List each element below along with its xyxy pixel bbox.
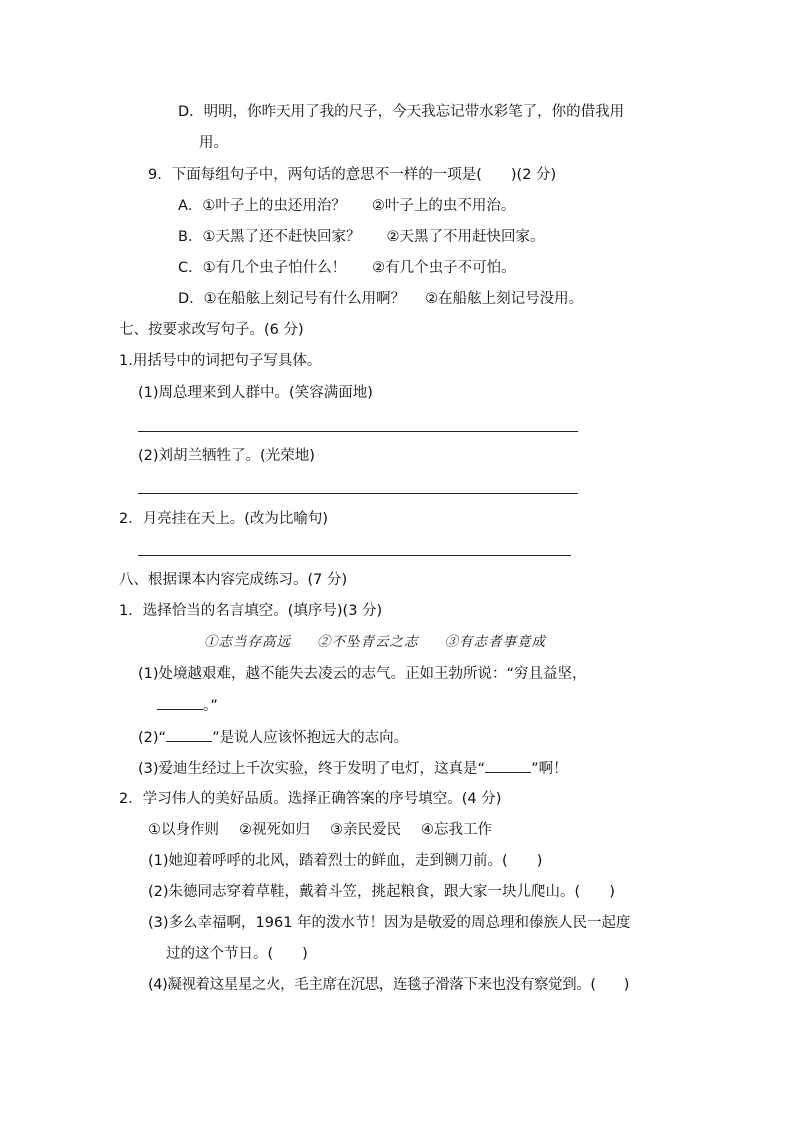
fill-blank[interactable] <box>157 695 203 710</box>
q9-option-c-first: C．①有几个虫子怕什么！ <box>178 260 347 276</box>
s7-q2: 2．月亮挂在天上。(改为比喻句) <box>119 511 329 527</box>
answer-line[interactable] <box>138 555 571 556</box>
choice-2: ②视死如归 <box>239 822 310 838</box>
q8-option-d-line2: 用。 <box>199 135 228 151</box>
s7-q1-1: (1)周总理来到人群中。(笑容满面地) <box>138 385 373 401</box>
s8-q1-3-tail: ”啊！ <box>531 761 568 777</box>
q9-option-c-second: ②有几个虫子不可怕。 <box>372 260 516 276</box>
answer-line[interactable] <box>138 493 578 494</box>
choice-4: ④忘我工作 <box>421 822 492 838</box>
q9-stem: 9．下面每组句子中，两句话的意思不一样的一项是( )(2 分) <box>148 167 557 183</box>
s8-q2-1: (1)她迎着呼呼的北风，踏着烈士的鲜血，走到铡刀前。( ) <box>148 853 543 869</box>
q9-option-a <box>178 197 515 215</box>
q9-option-d <box>178 290 583 308</box>
choice-list <box>148 821 492 839</box>
s8-q1-2 <box>138 727 408 747</box>
s8-q2-3-line1: (3)多么幸福啊，1961 年的泼水节！因为是敬爱的周总理和傣族人民一起度 <box>148 915 631 931</box>
q9-option-b-first: B．①天黑了还不赶快回家？ <box>178 229 361 245</box>
s8-q1-1-tail: 。” <box>203 698 218 714</box>
q9-option-a-first: A．①叶子上的虫还用治？ <box>178 198 346 214</box>
answer-line[interactable] <box>138 431 578 432</box>
q9-option-d-second: ②在船舷上刻记号没用。 <box>425 291 584 307</box>
s7-q1-prompt: 1.用括号中的词把句子写具体。 <box>119 353 322 369</box>
motto-2: ②不坠青云之志 <box>317 634 419 650</box>
fill-blank[interactable] <box>485 758 531 773</box>
s8-q1-3 <box>138 758 568 778</box>
s8-q1-2-head: (2)“ <box>138 730 167 746</box>
motto-1: ①志当存高远 <box>204 634 291 650</box>
s8-q2-prompt: 2．学习伟人的美好品质。选择正确答案的序号填空。(4 分) <box>119 791 502 807</box>
s8-q2-4: (4)凝视着这星星之火，毛主席在沉思，连毯子滑落下来也没有察觉到。( ) <box>148 977 630 993</box>
s7-q1-2: (2)刘胡兰牺牲了。(光荣地) <box>138 448 315 464</box>
motto-list <box>204 633 546 651</box>
s8-q2-3-line2: 过的这个节日。( ) <box>166 946 308 962</box>
s8-q1-2-tail: ”是说人应该怀抱远大的志向。 <box>212 730 409 746</box>
s8-q1-prompt: 1．选择恰当的名言填空。(填序号)(3 分) <box>119 603 383 619</box>
q9-option-c <box>178 259 516 277</box>
section-8-heading: 八、根据课本内容完成练习。(7 分) <box>119 572 348 588</box>
q9-option-a-second: ②叶子上的虫不用治。 <box>371 198 516 214</box>
section-7-heading: 七、按要求改写句子。(6 分) <box>119 322 304 338</box>
q9-option-b <box>178 228 544 246</box>
s8-q1-1-line2 <box>157 695 218 715</box>
q9-option-d-first: D．①在船舷上刻记号有什么用啊？ <box>178 291 406 307</box>
q9-option-b-second: ②天黑了不用赶快回家。 <box>386 229 545 245</box>
s8-q1-3-head: (3)爱迪生经过上千次实验，终于发明了电灯，这真是“ <box>138 761 486 777</box>
choice-3: ③亲民爱民 <box>330 822 401 838</box>
s8-q1-1-line1: (1)处境越艰难，越不能失去凌云的志气。正如王勃所说：“穷且益坚， <box>138 666 587 682</box>
s8-q2-2: (2)朱德同志穿着草鞋，戴着斗笠，挑起粮食，跟大家一块儿爬山。( ) <box>148 884 615 900</box>
choice-1: ①以身作则 <box>148 822 219 838</box>
fill-blank[interactable] <box>166 727 212 742</box>
q8-option-d-line1: D．明明，你昨天用了我的尺子，今天我忘记带水彩笔了，你的借我用 <box>178 104 625 120</box>
motto-3: ③有志者事竟成 <box>444 634 546 650</box>
